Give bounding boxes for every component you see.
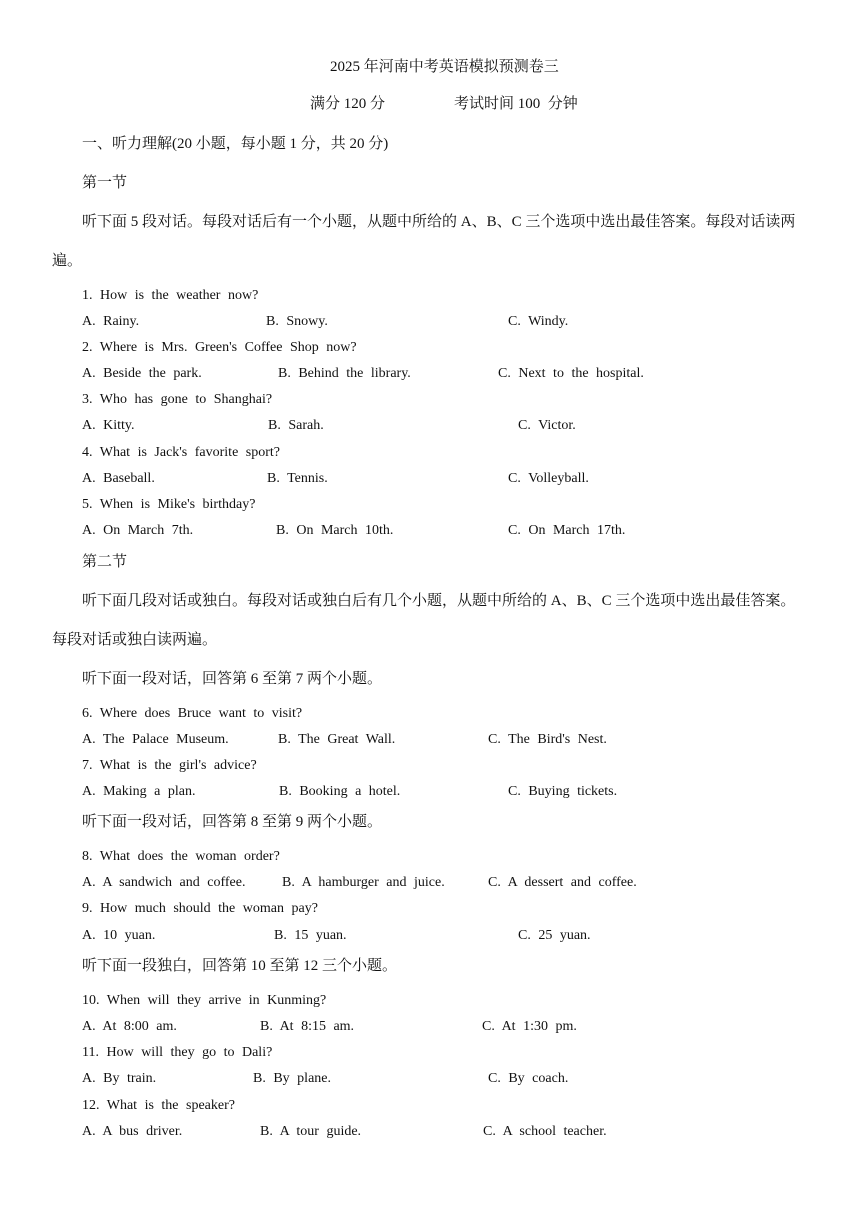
page-title: 2025 年河南中考英语模拟预测卷三 bbox=[330, 59, 559, 75]
question-7: 7. What is the girl's advice? bbox=[82, 758, 257, 773]
option-c: C. Windy. bbox=[508, 314, 569, 329]
option-c: C. A school teacher. bbox=[483, 1124, 607, 1139]
option-c: C. The Bird's Nest. bbox=[488, 732, 607, 747]
group-intro: 听下面一段对话，回答第 6 至第 7 两个小题。 bbox=[82, 671, 383, 687]
question-11: 11. How will they go to Dali? bbox=[82, 1045, 273, 1060]
option-b: B. At 8:15 am. bbox=[260, 1019, 355, 1034]
section-label: 第一节 bbox=[82, 175, 128, 191]
section-instruction: 听下面几段对话或独白。每段对话或独白后有几个小题，从题中所给的 A、B、C 三个选项中选出最佳答案。 bbox=[82, 593, 796, 609]
option-a: A. By train. bbox=[82, 1071, 157, 1086]
option-a: A. On March 7th. bbox=[82, 523, 194, 538]
part-heading: 一、听力理解(20 小题，每小题 1 分，共 20 分) bbox=[82, 136, 389, 152]
section-instruction-cont: 每段对话或独白读两遍。 bbox=[52, 632, 218, 648]
option-a: A. At 8:00 am. bbox=[82, 1019, 177, 1034]
option-b: B. Booking a hotel. bbox=[279, 784, 401, 799]
option-a: A. Rainy. bbox=[82, 314, 140, 329]
option-c: C. 25 yuan. bbox=[518, 928, 591, 943]
option-b: B. 15 yuan. bbox=[274, 928, 347, 943]
option-a: A. Making a plan. bbox=[82, 784, 196, 799]
question-12: 12. What is the speaker? bbox=[82, 1098, 235, 1113]
option-a: A. 10 yuan. bbox=[82, 928, 156, 943]
group-intro: 听下面一段对话，回答第 8 至第 9 两个小题。 bbox=[82, 814, 383, 830]
question-10: 10. When will they arrive in Kunming? bbox=[82, 993, 327, 1008]
option-c: C. Next to the hospital. bbox=[498, 366, 644, 381]
option-a: A. The Palace Museum. bbox=[82, 732, 229, 747]
option-a: A. Baseball. bbox=[82, 471, 155, 486]
option-c: C. Buying tickets. bbox=[508, 784, 618, 799]
question-9: 9. How much should the woman pay? bbox=[82, 901, 318, 916]
option-b: B. Tennis. bbox=[267, 471, 328, 486]
question-4: 4. What is Jack's favorite sport? bbox=[82, 445, 280, 460]
option-a: A. A bus driver. bbox=[82, 1124, 183, 1139]
option-a: A. Beside the park. bbox=[82, 366, 202, 381]
section-instruction: 听下面 5 段对话。每段对话后有一个小题，从题中所给的 A、B、C 三个选项中选出最佳答案。每段对话读两 bbox=[82, 214, 796, 230]
exam-time: 考试时间 100 分钟 bbox=[454, 96, 578, 112]
question-8: 8. What does the woman order? bbox=[82, 849, 280, 864]
question-5: 5. When is Mike's birthday? bbox=[82, 497, 256, 512]
option-c: C. At 1:30 pm. bbox=[482, 1019, 577, 1034]
option-c: C. On March 17th. bbox=[508, 523, 626, 538]
group-intro: 听下面一段独白，回答第 10 至第 12 三个小题。 bbox=[82, 958, 398, 974]
option-b: B. The Great Wall. bbox=[278, 732, 396, 747]
option-c: C. Volleyball. bbox=[508, 471, 589, 486]
option-a: A. A sandwich and coffee. bbox=[82, 875, 246, 890]
option-b: B. Behind the library. bbox=[278, 366, 411, 381]
option-c: C. By coach. bbox=[488, 1071, 569, 1086]
section-instruction-cont: 遍。 bbox=[52, 253, 83, 269]
option-a: A. Kitty. bbox=[82, 418, 135, 433]
option-b: B. Sarah. bbox=[268, 418, 324, 433]
section-label: 第二节 bbox=[82, 554, 128, 570]
option-b: B. On March 10th. bbox=[276, 523, 394, 538]
question-2: 2. Where is Mrs. Green's Coffee Shop now? bbox=[82, 340, 357, 355]
question-6: 6. Where does Bruce want to visit? bbox=[82, 706, 303, 721]
option-b: B. By plane. bbox=[253, 1071, 331, 1086]
question-3: 3. Who has gone to Shanghai? bbox=[82, 392, 273, 407]
option-b: B. Snowy. bbox=[266, 314, 328, 329]
option-c: C. A dessert and coffee. bbox=[488, 875, 637, 890]
question-1: 1. How is the weather now? bbox=[82, 288, 259, 303]
option-b: B. A tour guide. bbox=[260, 1124, 362, 1139]
full-score: 满分 120 分 bbox=[310, 96, 386, 112]
option-b: B. A hamburger and juice. bbox=[282, 875, 445, 890]
option-c: C. Victor. bbox=[518, 418, 576, 433]
